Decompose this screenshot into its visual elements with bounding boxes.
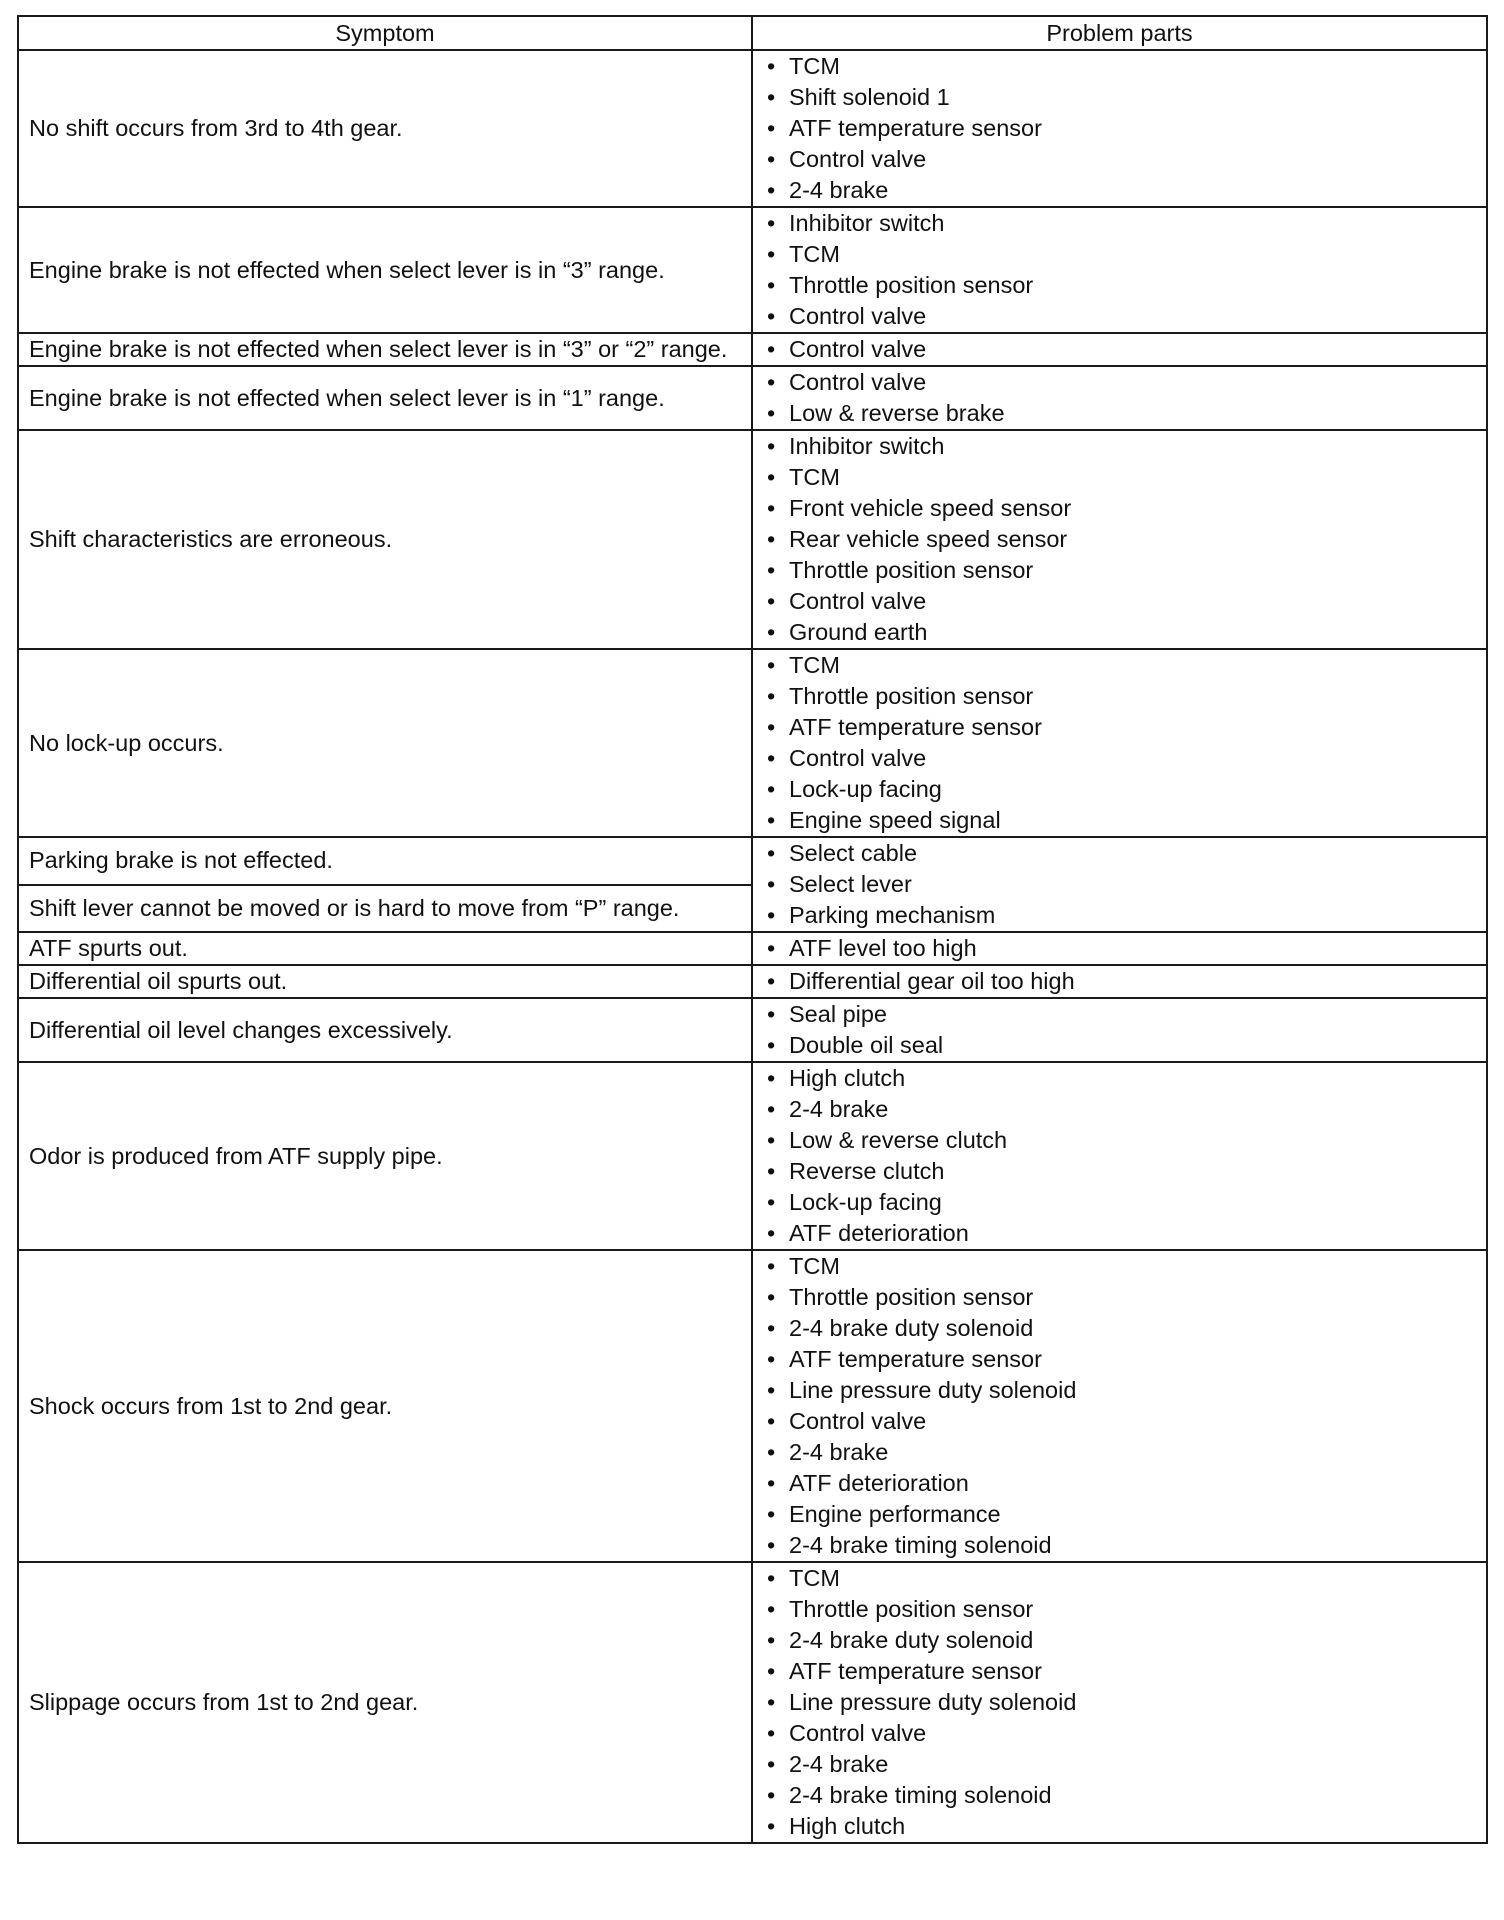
- symptom-cell: Odor is produced from ATF supply pipe.: [18, 1062, 752, 1250]
- problem-parts-list: [767, 1251, 1474, 1561]
- problem-part-item: • Double oil seal: [767, 1030, 1474, 1061]
- problem-part-item: • Lock-up facing: [767, 774, 1474, 805]
- problem-part-item: • Control valve: [767, 586, 1474, 617]
- problem-part-item: • ATF temperature sensor: [767, 712, 1474, 743]
- problem-part-item: • TCM: [767, 51, 1474, 82]
- problem-part-item: • 2-4 brake timing solenoid: [767, 1780, 1474, 1811]
- problem-parts-list: [767, 334, 1474, 365]
- problem-parts-cell: [752, 998, 1487, 1062]
- problem-parts-list: [767, 431, 1474, 648]
- problem-part-item: • Control valve: [767, 743, 1474, 774]
- problem-part-item: • Engine speed signal: [767, 805, 1474, 836]
- problem-part-item: • ATF temperature sensor: [767, 1656, 1474, 1687]
- problem-part-item: • High clutch: [767, 1063, 1474, 1094]
- problem-parts-list: [767, 838, 1474, 931]
- problem-parts-list: [767, 367, 1474, 429]
- problem-part-item: • Select cable: [767, 838, 1474, 869]
- problem-part-item: • TCM: [767, 1251, 1474, 1282]
- problem-part-item: • Line pressure duty solenoid: [767, 1687, 1474, 1718]
- problem-part-item: • Parking mechanism: [767, 900, 1474, 931]
- problem-parts-cell: [752, 965, 1487, 998]
- table-row: [18, 1250, 1487, 1562]
- problem-parts-cell: [752, 207, 1487, 333]
- problem-part-item: • 2-4 brake: [767, 1437, 1474, 1468]
- problem-parts-list: [767, 1563, 1474, 1842]
- problem-parts-cell: [752, 837, 1487, 932]
- symptom-cell: No lock-up occurs.: [18, 649, 752, 837]
- problem-part-item: • 2-4 brake duty solenoid: [767, 1625, 1474, 1656]
- symptom-cell: Engine brake is not effected when select lever is in “3” or “2” range.: [18, 333, 752, 366]
- problem-part-item: • TCM: [767, 1563, 1474, 1594]
- problem-part-item: • ATF deterioration: [767, 1468, 1474, 1499]
- problem-part-item: • Lock-up facing: [767, 1187, 1474, 1218]
- problem-part-item: • 2-4 brake: [767, 1749, 1474, 1780]
- problem-parts-cell: [752, 333, 1487, 366]
- problem-part-item: • TCM: [767, 650, 1474, 681]
- problem-parts-list: [767, 966, 1474, 997]
- problem-part-item: • Throttle position sensor: [767, 270, 1474, 301]
- problem-parts-cell: [752, 932, 1487, 965]
- problem-part-item: • Engine performance: [767, 1499, 1474, 1530]
- symptom-cell: Parking brake is not effected.: [18, 837, 752, 885]
- problem-part-item: • ATF deterioration: [767, 1218, 1474, 1249]
- problem-part-item: • Seal pipe: [767, 999, 1474, 1030]
- problem-part-item: • Shift solenoid 1: [767, 82, 1474, 113]
- problem-part-item: • TCM: [767, 239, 1474, 270]
- problem-part-item: • Control valve: [767, 301, 1474, 332]
- problem-parts-cell: [752, 649, 1487, 837]
- problem-part-item: • Differential gear oil too high: [767, 966, 1474, 997]
- problem-parts-cell: [752, 1062, 1487, 1250]
- problem-part-item: • Line pressure duty solenoid: [767, 1375, 1474, 1406]
- symptom-cell: Shock occurs from 1st to 2nd gear.: [18, 1250, 752, 1562]
- symptom-cell: Differential oil spurts out.: [18, 965, 752, 998]
- problem-part-item: • ATF temperature sensor: [767, 113, 1474, 144]
- problem-part-item: • Throttle position sensor: [767, 1282, 1474, 1313]
- problem-parts-list: [767, 933, 1474, 964]
- diagnosis-table: [17, 15, 1488, 1844]
- problem-parts-cell: [752, 430, 1487, 649]
- problem-part-item: • TCM: [767, 462, 1474, 493]
- problem-part-item: • 2-4 brake: [767, 175, 1474, 206]
- problem-part-item: • Throttle position sensor: [767, 681, 1474, 712]
- problem-part-item: • High clutch: [767, 1811, 1474, 1842]
- table-row: [18, 50, 1487, 207]
- problem-part-item: • Control valve: [767, 1718, 1474, 1749]
- symptom-cell: No shift occurs from 3rd to 4th gear.: [18, 50, 752, 207]
- problem-part-item: • ATF level too high: [767, 933, 1474, 964]
- header-row: [18, 16, 1487, 50]
- table-row: [18, 1062, 1487, 1250]
- symptom-header: Symptom: [18, 16, 752, 50]
- problem-part-item: • Throttle position sensor: [767, 1594, 1474, 1625]
- table-row: [18, 837, 1487, 885]
- problem-part-item: • Throttle position sensor: [767, 555, 1474, 586]
- problem-parts-list: [767, 650, 1474, 836]
- table-row: [18, 649, 1487, 837]
- table-row: [18, 430, 1487, 649]
- problem-parts-cell: [752, 50, 1487, 207]
- symptom-cell: Shift lever cannot be moved or is hard to move from “P” range.: [18, 885, 752, 933]
- problem-part-item: • Ground earth: [767, 617, 1474, 648]
- problem-part-item: • Select lever: [767, 869, 1474, 900]
- symptom-cell: Engine brake is not effected when select lever is in “3” range.: [18, 207, 752, 333]
- problem-part-item: • Inhibitor switch: [767, 431, 1474, 462]
- problem-part-item: • 2-4 brake timing solenoid: [767, 1530, 1474, 1561]
- table-row: [18, 932, 1487, 965]
- table-body: [18, 50, 1487, 1843]
- problem-parts-cell: [752, 1562, 1487, 1843]
- problem-part-item: • Low & reverse brake: [767, 398, 1474, 429]
- problem-parts-list: [767, 999, 1474, 1061]
- problem-part-item: • Reverse clutch: [767, 1156, 1474, 1187]
- symptom-cell: ATF spurts out.: [18, 932, 752, 965]
- problem-part-item: • Front vehicle speed sensor: [767, 493, 1474, 524]
- problem-parts-header: Problem parts: [752, 16, 1487, 50]
- problem-part-item: • Inhibitor switch: [767, 208, 1474, 239]
- problem-part-item: • 2-4 brake duty solenoid: [767, 1313, 1474, 1344]
- problem-part-item: • Low & reverse clutch: [767, 1125, 1474, 1156]
- problem-parts-cell: [752, 1250, 1487, 1562]
- symptom-cell: Engine brake is not effected when select lever is in “1” range.: [18, 366, 752, 430]
- table-row: [18, 1562, 1487, 1843]
- problem-part-item: • Control valve: [767, 367, 1474, 398]
- problem-part-item: • 2-4 brake: [767, 1094, 1474, 1125]
- problem-parts-list: [767, 1063, 1474, 1249]
- symptom-cell: Differential oil level changes excessively.: [18, 998, 752, 1062]
- symptom-cell: Shift characteristics are erroneous.: [18, 430, 752, 649]
- problem-parts-list: [767, 51, 1474, 206]
- problem-part-item: • ATF temperature sensor: [767, 1344, 1474, 1375]
- table-row: [18, 333, 1487, 366]
- problem-part-item: • Control valve: [767, 334, 1474, 365]
- table-row: [18, 965, 1487, 998]
- problem-part-item: • Control valve: [767, 1406, 1474, 1437]
- problem-parts-list: [767, 208, 1474, 332]
- table-row: [18, 998, 1487, 1062]
- problem-part-item: • Rear vehicle speed sensor: [767, 524, 1474, 555]
- symptom-cell: Slippage occurs from 1st to 2nd gear.: [18, 1562, 752, 1843]
- problem-part-item: • Control valve: [767, 144, 1474, 175]
- table-row: [18, 207, 1487, 333]
- problem-parts-cell: [752, 366, 1487, 430]
- table-row: [18, 366, 1487, 430]
